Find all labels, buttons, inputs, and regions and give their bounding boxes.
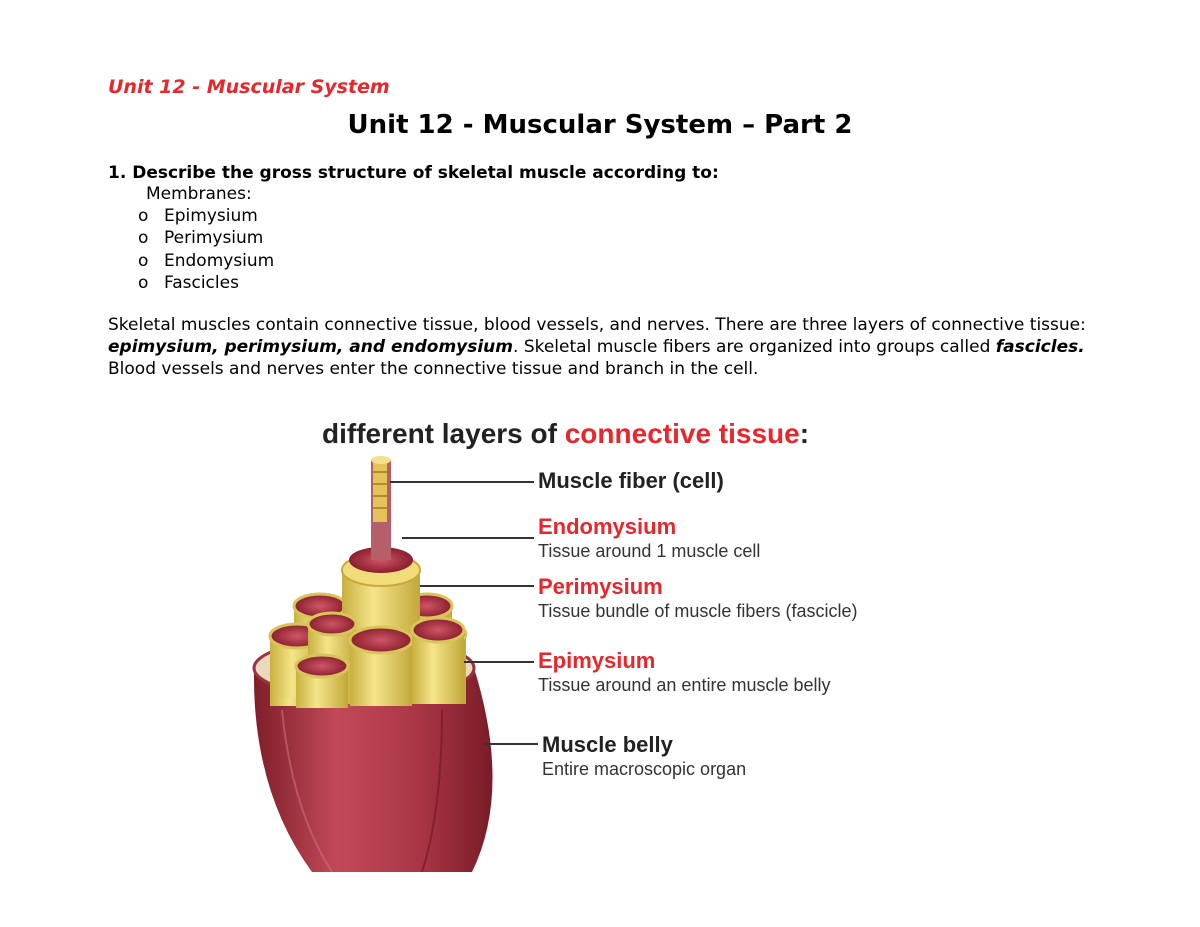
label-heading: Epimysium	[538, 648, 656, 673]
paragraph-emphasis: fascicles.	[995, 337, 1085, 357]
label-heading: Muscle belly	[542, 732, 673, 757]
list-item	[108, 205, 274, 227]
figure-title-text: different layers of	[322, 418, 565, 449]
connective-tissue-figure	[252, 410, 892, 872]
label-muscle-fiber	[538, 468, 724, 494]
label-description: Tissue around 1 muscle cell	[538, 541, 761, 561]
paragraph-emphasis: epimysium, perimysium, and endomysium	[108, 337, 514, 357]
list-item	[108, 272, 274, 294]
list-item	[108, 227, 274, 249]
list-item-label: Endomysium	[164, 250, 275, 271]
label-description: Tissue around an entire muscle belly	[538, 675, 831, 695]
label-description: Tissue bundle of muscle fibers (fascicle)	[538, 601, 858, 621]
running-header-title: Unit 12 - Muscular System	[108, 76, 390, 98]
list-item	[108, 250, 274, 272]
bullet-marker: o	[138, 228, 149, 249]
membrane-list	[108, 205, 274, 295]
label-muscle-belly	[542, 732, 746, 780]
label-heading: Perimysium	[538, 574, 663, 599]
paragraph-text: Blood vessels and nerves enter the connective tissue and branch in the cell.	[108, 359, 759, 379]
list-item-label: Epimysium	[164, 206, 258, 226]
list-item-label: Perimysium	[164, 228, 264, 249]
figure-title-colon: :	[799, 418, 810, 449]
figure-title-highlight: connective tissue	[564, 418, 800, 449]
membranes-label: Membranes:	[146, 184, 252, 204]
muscle-fiber	[371, 456, 391, 560]
label-perimysium	[538, 574, 857, 622]
page-title: Unit 12 - Muscular System – Part 2	[347, 110, 853, 140]
fascicles-front	[270, 613, 464, 708]
label-endomysium	[538, 514, 760, 562]
bullet-marker: o	[138, 206, 149, 226]
label-description: Entire macroscopic organ	[542, 759, 747, 779]
label-heading: Endomysium	[538, 514, 677, 539]
bullet-marker: o	[138, 273, 149, 294]
paragraph-text: Skeletal muscles contain connective tissue, blood vessels, and nerves. There are three layers of connective tissue:	[108, 315, 1086, 335]
paragraph-text: . Skeletal muscle fibers are organized into groups called	[513, 337, 996, 357]
list-item-label: Fascicles	[164, 273, 239, 294]
label-heading: Muscle fiber (cell)	[538, 468, 724, 493]
question-prompt: 1. Describe the gross structure of skeletal muscle according to:	[108, 163, 719, 183]
label-epimysium	[538, 648, 830, 696]
bullet-marker: o	[138, 250, 149, 271]
figure-title	[322, 418, 809, 450]
body-paragraph	[108, 314, 1108, 380]
